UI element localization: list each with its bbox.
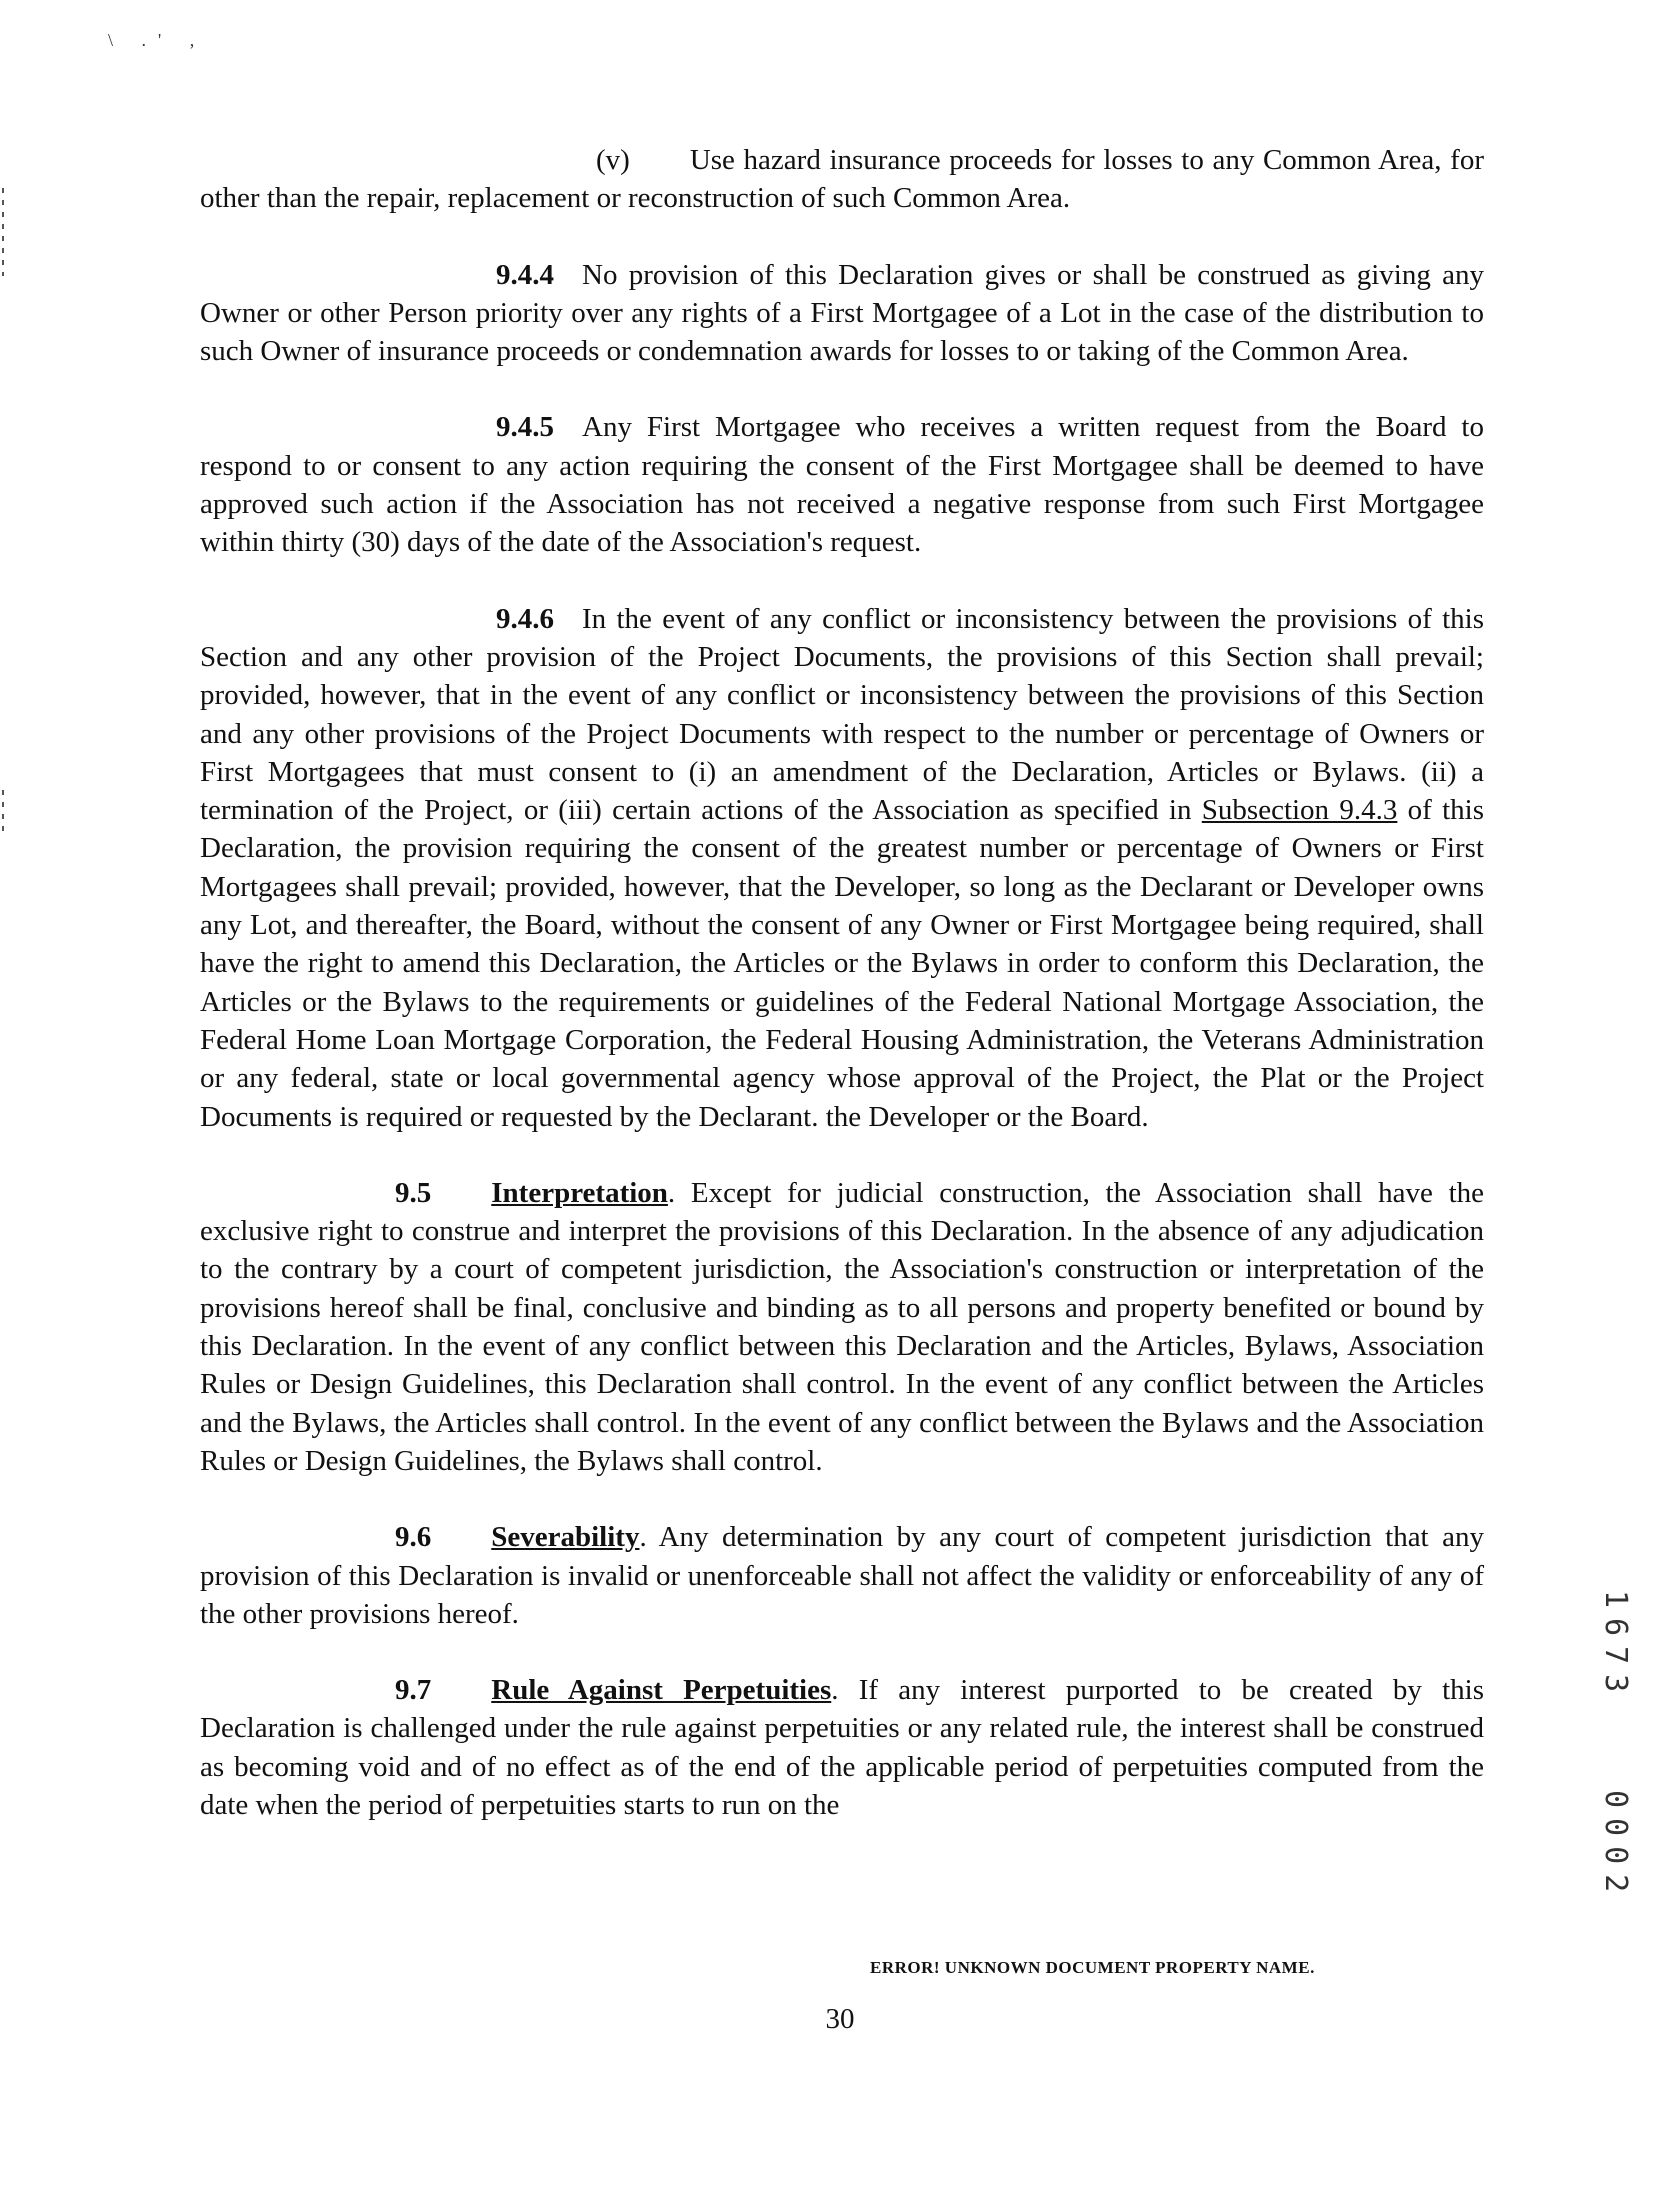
paragraph-9-6 (200, 1518, 1484, 1633)
paragraph-text: No provision of this Declaration gives or shall be construed as giving any Owner or other Person priority over any rights of a First Mortgagee of a Lot in the case of the distribution to such Owner of insurance proceeds or condemnation awards for losses to or taking of the Common Area. (200, 258, 1484, 368)
binding-edge-marks (2, 188, 4, 276)
section-heading: Rule Against Perpetuities (491, 1674, 832, 1707)
binding-edge-marks (2, 790, 4, 836)
paragraph-text: . If any interest purported to be created by this Declaration is challenged under the rule against perpetuities or any related rule, the interest shall be construed as becoming void and of no effect as of the end of the applicable period of perpetuities computed from the date when the period of perpetuities starts to run on the (200, 1674, 1484, 1821)
scan-artifact: \ .' , (108, 30, 207, 50)
paragraph-v (200, 141, 1484, 218)
paragraph-text: Any First Mortgagee who receives a written request from the Board to respond to or consent to any action requiring the consent of the First Mortgagee shall be deemed to have approved such action if the Association has not received a negative response from such First Mortgagee within thirty (30) days of the date of the Association's request. (200, 411, 1484, 559)
section-number: 9.4.6 (496, 602, 554, 635)
subsection-reference-link[interactable]: Subsection 9.4.3 (1201, 794, 1398, 827)
paragraph-9-4-5 (200, 408, 1484, 561)
item-label: (v) (596, 144, 630, 176)
paragraph-9-7 (200, 1671, 1484, 1824)
section-number: 9.6 (395, 1521, 432, 1554)
section-number: 9.5 (395, 1176, 432, 1209)
footer-document-property: ERROR! UNKNOWN DOCUMENT PROPERTY NAME. (870, 1958, 1315, 1977)
paragraph-text: of this Declaration, the provision requiring the consent of the greatest number or percentage of Owners or First Mortgagees shall prevail; provided, however, that the Developer, so long as the Declarant or Developer owns any Lot, and thereafter, the Board, without the consent of any Owner or First Mortgagee being required, shall have the right to amend this Declaration, the Articles or the Bylaws in order to conform this Declaration, the Articles or the Bylaws to the requirements or guidelines of the Federal National Mortgage Association, the Federal Home Loan Mortgage Corporation, the Federal Housing Administration, the Veterans Administration or any federal, state or local governmental agency whose approval of the Project, the Plat or the Project Documents is required or requested by the Declarant. the Developer or the Board. (200, 794, 1485, 1133)
paragraph-9-4-4 (200, 256, 1484, 371)
section-number: 9.7 (395, 1674, 432, 1707)
paragraph-text: . Except for judicial construction, the Association shall have the exclusive right to construe and interpret the provisions of this Declaration. In the absence of any adjudication to the contrary by a court of competent jurisdiction, the Association's construction or interpretation of the provisions hereof shall be final, conclusive and binding as to all persons and property benefited or bound by this Declaration. In the event of any conflict between this Declaration and the Articles, Bylaws, Association Rules or Design Guidelines, this Declaration shall control. In the event of any conflict between the Articles and the Bylaws, the Articles shall control. In the event of any conflict between the Bylaws and the Association Rules or Design Guidelines, the Bylaws shall control. (200, 1176, 1484, 1477)
stamp-number-1: 1673 (1598, 1590, 1633, 1703)
section-heading: Interpretation (491, 1176, 668, 1209)
page-number: 30 (825, 2003, 855, 2035)
section-heading: Severability (491, 1521, 640, 1554)
paragraph-9-4-6 (200, 600, 1484, 1136)
paragraph-text: Use hazard insurance proceeds for losses to any Common Area, for other than the repair, replacement or reconstruction of such Common Area. (200, 144, 1484, 215)
section-number: 9.4.5 (496, 411, 554, 444)
section-number: 9.4.4 (496, 258, 554, 291)
document-body (200, 141, 1484, 1862)
recording-stamp (1598, 1590, 1633, 1903)
paragraph-text: In the event of any conflict or inconsistency between the provisions of this Section and any other provision of the Project Documents, the provisions of this Section shall prevail; provided, however, that in the event of any conflict or inconsistency between the provisions of this Section and any other provisions of the Project Documents with respect to the number or percentage of Owners or First Mortgagees that must consent to (i) an amendment of the Declaration, Articles or Bylaws. (ii) a termination of the Project, or (iii) certain actions of the Association as specified in (200, 602, 1484, 827)
paragraph-text: . Any determination by any court of competent jurisdiction that any provision of this Declaration is invalid or unenforceable shall not affect the validity or enforceability of any of the other provisions hereof. (200, 1521, 1484, 1630)
stamp-number-2: 0002 (1598, 1790, 1633, 1903)
paragraph-9-5 (200, 1174, 1484, 1480)
